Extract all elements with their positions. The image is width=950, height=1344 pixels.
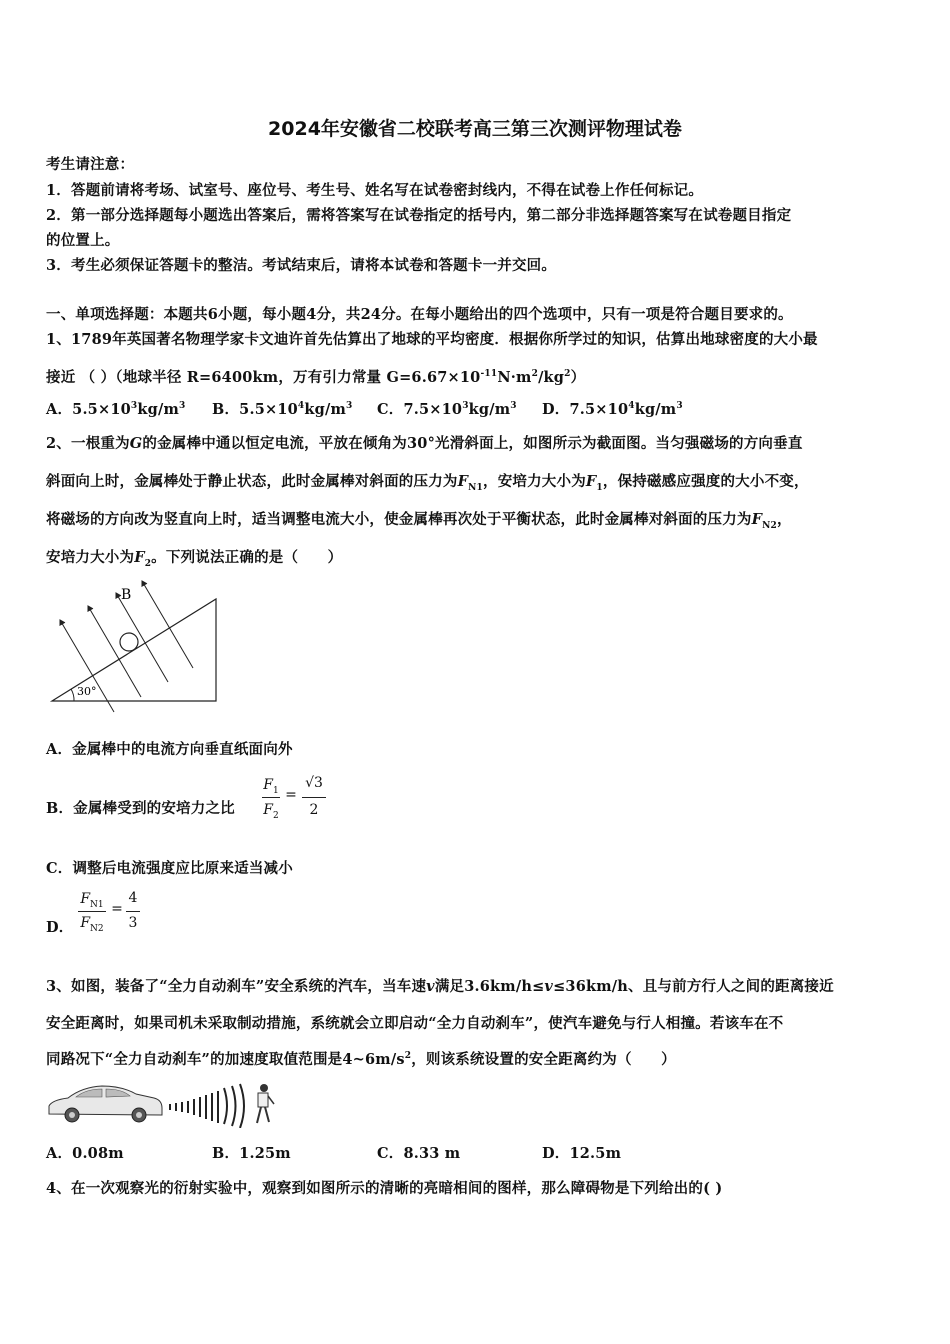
q3-option-b: B．1.25m [212, 1145, 291, 1162]
fraction-denominator: $F_2$ [263, 802, 279, 821]
fraction-denominator: 3 [128, 915, 138, 931]
field-line [60, 620, 114, 712]
q2-option-a: A．金属棒中的电流方向垂直纸面向外 [46, 741, 293, 758]
q3-line1: 3、如图，装备了“全力自动刹车”安全系统的汽车，当车速v满足3.6km/h≤v≤36km/h、且与前方行人之间的距离接近 [46, 978, 834, 995]
q3-option-c: C．8.33 m [377, 1145, 461, 1162]
field-line [88, 606, 141, 697]
q2-line4: 安培力大小为$F_2$。下列说法正确的是（ ） [46, 549, 343, 569]
notice-item-1: 1．答题前请将考场、试室号、座位号、考生号、姓名写在试卷密封线内，不得在试卷上作任何标记。 [46, 182, 704, 199]
field-label: B [121, 587, 132, 603]
q3-line3: 同路况下“全力自动刹车”的加速度取值范围是$4\sim 6m/s^2$，则该系统设置的安全距离约为（ ） [46, 1051, 676, 1068]
notice-item-2: 2．第一部分选择题每小题选出答案后，需将答案写在试卷指定的括号内，第二部分非选择题答案写在试卷题目指定 [46, 207, 792, 224]
page-title: 2024年安徽省二校联考高三第三次测评物理试卷 [268, 118, 682, 140]
metal-rod [120, 633, 138, 651]
fraction-bar [262, 797, 280, 798]
q1-line2: 接近 （ ）（地球半径 R=6400km，万有引力常量 $G=6.67\times 10^{-11}N\cdot m^2/kg^2$） [46, 369, 586, 386]
q2-option-d: D． [46, 919, 74, 936]
section-heading: 一、单项选择题：本题共6小题，每小题4分，共24分。在每小题给出的四个选项中，只有一项是符合题目要求的。 [46, 306, 793, 323]
q3-option-a: A．0.08m [46, 1145, 124, 1162]
field-line [142, 581, 193, 668]
equals-sign: = [285, 787, 297, 803]
q1-option-a: A．$5.5\times 10^3kg/m^3$ [46, 401, 186, 418]
fraction-numerator: $F_{N1}$ [80, 891, 104, 910]
angle-arc [71, 689, 74, 701]
fraction-bar [126, 911, 140, 912]
equals-sign: = [111, 901, 123, 917]
q2-line1: 2、一根重为G的金属棒中通以恒定电流，平放在倾角为30°光滑斜面上，如图所示为截面图。当匀强磁场的方向垂直 [46, 435, 803, 452]
fraction-numerator: √3 [305, 775, 323, 791]
fraction-denominator: $F_{N2}$ [80, 915, 104, 934]
fraction-numerator: $F_1$ [263, 777, 279, 796]
q4-line1: 4、在一次观察光的衍射实验中，观察到如图所示的清晰的亮暗相间的图样，那么障碍物是下列给出的( ) [46, 1180, 723, 1197]
fraction-bar [302, 797, 326, 798]
incline-figure [44, 575, 224, 720]
pedestrian-icon [257, 1084, 274, 1123]
car-pedestrian-figure [46, 1078, 278, 1128]
q2-option-c: C．调整后电流强度应比原来适当减小 [46, 860, 293, 877]
q3-option-d: D．12.5m [542, 1145, 622, 1162]
angle-label: 30° [77, 685, 97, 698]
notice-item-2-cont: 的位置上。 [46, 232, 120, 249]
q2-line2: 斜面向上时，金属棒处于静止状态，此时金属棒对斜面的压力为$F_{N1}$，安培力大小为$F_1$，保持磁感应强度的大小不变， [46, 473, 809, 493]
fraction-bar [78, 911, 106, 912]
q1-option-c: C．$7.5\times 10^3kg/m^3$ [377, 401, 517, 418]
fraction-numerator: 4 [128, 890, 138, 906]
q1-line1: 1、1789年英国著名物理学家卡文迪许首先估算出了地球的平均密度．根据你所学过的知识，估算出地球密度的大小最 [46, 331, 818, 348]
sensor-waves [170, 1084, 244, 1128]
q2-option-b: B．金属棒受到的安培力之比 [46, 800, 235, 817]
q1-option-d: D．$7.5\times 10^4kg/m^3$ [542, 401, 683, 418]
q3-line2: 安全距离时，如果司机未采取制动措施，系统就会立即启动“全力自动刹车”，使汽车避免与行人相撞。若该车在不 [46, 1015, 784, 1032]
notice-heading: 考生请注意： [46, 156, 135, 173]
q1-option-b: B．$5.5\times 10^4kg/m^3$ [212, 401, 353, 418]
notice-item-3: 3．考生必须保证答题卡的整洁。考试结束后，请将本试卷和答题卡一并交回。 [46, 257, 557, 274]
q2-line3: 将磁场的方向改为竖直向上时，适当调整电流大小，使金属棒再次处于平衡状态，此时金属棒对斜面的压力为$F_{N2}$， [46, 511, 792, 531]
fraction-denominator: 2 [309, 802, 319, 818]
